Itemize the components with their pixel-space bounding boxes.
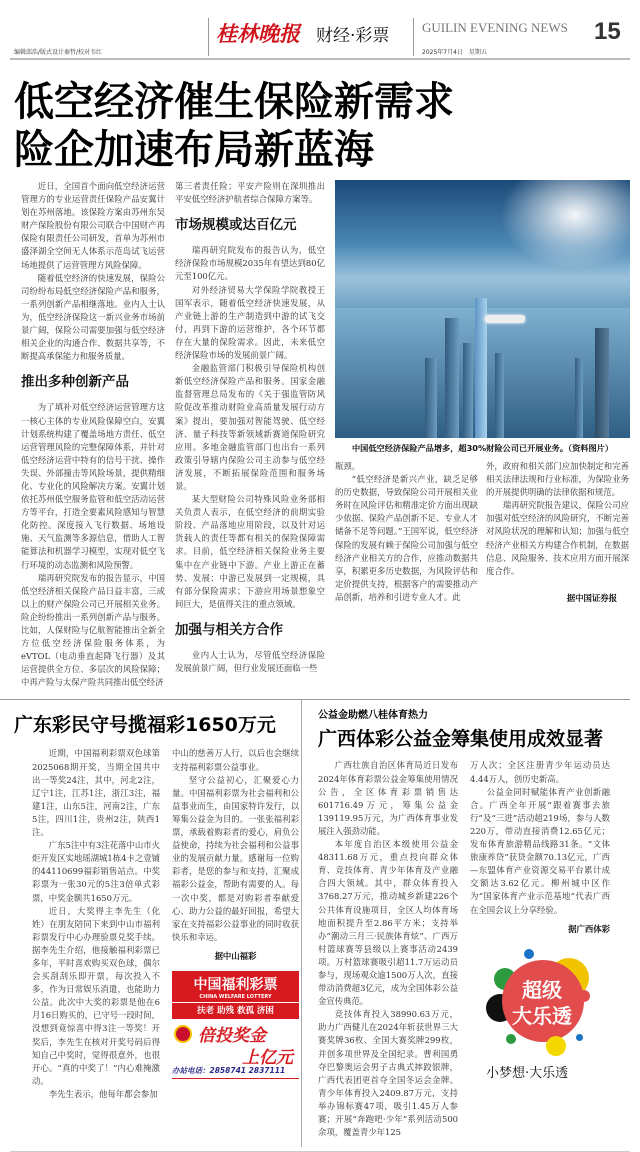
welfare-title: 广东彩民守号揽福彩1650万元 (14, 714, 276, 737)
subheading: 加强与相关方合作 (175, 621, 283, 638)
building (445, 318, 459, 438)
welfare-right-column (172, 747, 299, 1101)
sports-right-column (470, 759, 610, 1139)
paragraph: 业内人士认为，尽管低空经济保险发展前景广阔，但行业发展还面临一些 (175, 650, 325, 674)
welfare-article (0, 700, 302, 1147)
sports-title: 广西体彩公益金筹集使用成效显著 (318, 728, 604, 751)
photo-caption: 中国低空经济保险产品增多，超30%财险公司已开展业务。（资料图片） (351, 443, 614, 453)
ad-phone: 办站电话：2858741 2837111 (172, 1065, 299, 1079)
paragraph: 金融监管部门积极引导保险机构创新低空经济保险产品和服务。国家金融监督管理总局发布的《关于强监管防风险促改革推动财险业高质量发展行动方案》提出，要加强对智能驾驶、低空经济、量子科技等新领域新赛道保险研究应用。多地金融监管部门也出台一系列政策引导辖内保险公司主动参与低空经济发展，不断拓展保险范围和服务场景。 (175, 363, 325, 491)
lead-column-1 (21, 180, 165, 689)
paragraph: 某大型财险公司特殊风险业务部相关负责人表示，在低空经济的前期实验阶段、产品落地应用阶段，以及针对运货载人的责任等都有相关的保险保障需求。目前，低空经济相关保险业务主要集中在产业链中下游。产业上游正在蓄势、发展；中游已发展到一定规模，具有部分保险需求；下游应用场景想象空间巨大，是值得关注的重点领域。 (175, 494, 325, 609)
building (575, 358, 583, 438)
drone-icon (485, 315, 525, 323)
masthead (0, 0, 640, 58)
english-name: GUILIN EVENING NEWS (422, 20, 568, 35)
super-lotto-logo (484, 946, 604, 1058)
sports-column-1 (318, 759, 458, 1139)
paragraph: 外，政府和相关部门应加快制定和完善相关法律法规和行业标准，为保险业务的开展提供明确的法律依据和规范。 (486, 461, 629, 498)
paragraph: 为了填补对低空经济运营管理方这一核心主体的专业风险保障空白，安翼计划系统构建了覆盖场地方责任、低空运营管理风险的完整保障体系，并针对低空经济运营中特有的信号干扰、操作失误、外部撞击等风险场景，提供精细化、专业化的风险解决方案。安翼计划依托苏州低空服务监管和低空活动运营方等平台，打造全要素风险感知与智慧化防控。深度接入飞行数据、场地设施、天气监测等多源信息，借助人工智能算法和机器学习模型，实现对低空飞行环境的动态监测和风险预警。 (21, 402, 165, 570)
source-credit: 据中山福彩 (214, 950, 257, 961)
page-number: 15 (594, 18, 621, 45)
paragraph: 广西壮族自治区体育局近日发布2024年体育彩票公益金筹集使用情况公告，全区体育彩票销售达601716.49万元，筹集公益金139119.95万元，为广西体育事业发展注入强劲动能。 (318, 760, 458, 836)
paragraph: 近期，中国福利彩票双色球第2025068期开奖，当期全国共中出一等奖24注，其中，河北2注，辽宁1注，江苏1注，浙江3注，福建1注，山东5注，河南2注，广东5注，四川1注，贵州2注，陕西1注。 (32, 748, 160, 838)
lead-column-4 (486, 460, 629, 605)
source-credit: 据中国证券报 (566, 592, 617, 603)
ad-promo (172, 1019, 299, 1068)
paragraph: 公益金同时赋能体育产业创新融合。广西全年开展“跟着赛事去旅行”及“三进”活动超219场，参与人数220万，带动直接消费12.65亿元；发布体育旅游精品线路31条。“文体旅康养贷”获贷金额70.13亿元，广西—东盟体育产业资源交易平台累计成交额达3.62亿元。柳州城中区作为“国家体育产业示范基地”代表广西在全国会议上分享经验。 (470, 786, 610, 915)
ad-promo-line2: 上亿元 (242, 1047, 293, 1068)
headline-line1: 低空经济催生保险新需求 (14, 79, 454, 125)
ad-banner (172, 971, 299, 1002)
paragraph: 李先生表示，他每年都会参加 (48, 1088, 158, 1099)
lotto-tagline: 小梦想·大乐透 (486, 1065, 569, 1081)
paragraph: 近日，全国首个面向低空经济运营管理方的专业运营责任保险产品安翼计划在苏州落地。该保险方案由苏州东吴财产保险股份有限公司联合中国财产再保险有限责任公司研发，首单为苏州市盛泽湖全空间无人体系示范岛试飞运营场地提供了运营管理方风险保障。 (21, 181, 165, 270)
headline-block (0, 60, 640, 180)
divider (208, 18, 209, 56)
ad-slogan: 扶老 助残 救孤 济困 (172, 1002, 299, 1019)
paragraph: 瑞再研究院发布的报告显示，中国低空经济相关保险产品日益丰富，三成以上的财产保险公司已开展相关业务。险企纷纷推出一系列创新产品与服务。比如，人保财险与亿航智能推出全新全方位低空经济保险服务体系，为eVTOL（电动垂直起降飞行器）及其运营提供全方位、多层次的风险保障；中再产险与太保产险共同推出低空经济 (21, 572, 165, 688)
sunlight (500, 180, 630, 270)
sports-columns (318, 759, 620, 1139)
lotto-logo-line1: 超级 (522, 977, 562, 1002)
source-credit: 据广西体彩 (568, 923, 610, 934)
dot (524, 949, 534, 959)
welfare-column-2 (172, 747, 299, 963)
divider (413, 18, 414, 56)
paragraph: 瓶颈。 (335, 461, 361, 471)
ad-promo-line1: 倍投奖金 (198, 1025, 266, 1046)
welfare-lottery-ad (172, 971, 299, 1079)
paragraph: 第三者责任险；平安产险则在深圳推出平安低空经济护航者综合保障方案等。 (175, 181, 325, 205)
lotto-logo-line2: 大乐透 (512, 1003, 572, 1028)
building (463, 343, 473, 438)
editor-credit: 编辑邱浩/版式设计秦哲/校对韦红 (14, 49, 103, 56)
welfare-columns (14, 747, 301, 1101)
paragraph: 竞技体育投入38990.63万元，助力广西健儿在2024年斩获世界三大赛奖牌36枚、全国大赛奖牌299枚，并创多项世界及全国纪录。曹利国勇夺巴黎奥运会男子古典式摔跤银牌，广西代表团更首夺全国冬运会金牌。青少年体育投入2409.87万元，支持举办锦标赛47项，吸引1.45万人参赛；开展“奔跑吧·少年”系列活动500余项，覆盖青少年125 (318, 1009, 458, 1138)
paragraph: 瑞再研究院报告建议，保险公司应加强对低空经济的风险研究，不断完善对风险状况的理解和认知；加强与低空经济产业相关方构建合作机制，在数据信息、风险服务、技术应用方面开展深度合作。 (486, 500, 629, 576)
sports-column-2 (470, 759, 610, 935)
paragraph: 近日，大奖得主李先生（化姓）在朋友陪同下来到中山市福利彩票发行中心办理验票兑奖手续。据李先生介绍，他接触福利彩票已多年，平时喜欢购买双色球，偶尔会买刮刮乐即开票，每次投入不多，作为日常娱乐消遣，也能助力公益。此次中大奖的彩票是他在6月16日购买的，已守号一段时间，没想到竟惊喜中得3注一等奖！开奖后，李先生在核对开奖号码后得知自己中奖时，觉得很意外，也很开心。“真的中奖了！”内心难掩激动。 (32, 905, 160, 1086)
sports-article (302, 700, 620, 1147)
subheading: 市场规模或达百亿元 (175, 217, 297, 234)
paragraph: 万人次；全区注册青少年运动员达4.44万人，创历史新高。 (470, 760, 610, 784)
paragraph: 随着低空经济的快速发展，保险公司纷纷布局低空经济保险产品和服务，一系列创新产品相继落地。业内人士认为，低空经济保险这一新兴业务市场前景广阔，保险公司需要加强与低空经济相关企业的沟通合作、数据共享等，不断提高承保能力和服务质量。 (21, 272, 165, 362)
paragraph: 中山的慈善万人行，以后也会继续支持福利彩票公益事业。 (172, 748, 299, 772)
lead-article (0, 180, 640, 689)
city-drone-photo (335, 180, 630, 438)
issue-date: 2025年7月4日 星期五 (422, 49, 487, 56)
welfare-column-1 (32, 747, 160, 1101)
lead-subcolumns (335, 460, 630, 605)
lead-column-2 (175, 180, 325, 675)
ad-brand: 中国福利彩票 (193, 976, 278, 993)
sports-kicker: 公益金助燃八桂体育热力 (318, 710, 428, 722)
paragraph: “低空经济是新兴产业，缺乏足够的历史数据，导致保险公司开展相关业务时在风险评估和精准定价方面出现缺少依据、保险产品创新不足、专业人才储备不足等问题。”王国军说，低空经济保险的发展有赖于保险公司加强与低空经济产业相关方的合作，应推动数据共享，积累更多历史数据，为风险评估和定价提供支持，根据客户的需要推动产品创新，培养和引进专业人才。此 (335, 474, 478, 602)
lottery-badge-icon (174, 1025, 192, 1043)
dot (576, 1034, 583, 1041)
paragraph: 广东5注中有3注花落中山市火炬开发区实地瑶湖城1栋4卡之壹铺的44110699福彩销售站点。中奖彩票为一张30元的5注3倍单式彩票，中奖金额共1650万元。 (32, 840, 160, 903)
paragraph: 坚守公益初心，汇聚爱心力量。中国福利彩票为社会福利和公益事业而生，由国家特许发行，以筹集公益金为目的。一张张福利彩票，承载着购彩者的爱心，肩负公益使命，持续为社会福利和公益事业的发展贡献力量。感谢每一位购彩者，是您的参与和支持，汇聚成福彩公益金，帮助有需要的人。每一次中奖，都是对购彩者奉献爱心、助力公益的最好回报，希望大家在支持福彩公益事业的同时收获快乐和幸运。 (172, 774, 299, 942)
newspaper-logo: 桂林晚报 (216, 21, 300, 46)
dot (546, 1036, 566, 1056)
building (495, 353, 504, 438)
paragraph: 瑞再研究院发布的报告认为，低空经济保险市场规模2035年有望达到80亿元至100亿元。 (175, 245, 325, 282)
paragraph: 本年度自治区本级使用公益金48311.68万元，重点投向群众体育、竞技体育、青少年体育及产业融合四大领域。其中，群众体育投入3768.27万元，推动城乡新建226个公共体育设施项目，全区人均体育场地面积提升至2.86平方米；支持举办“潮动三月三·民族体育炫”、广西万村篮球赛等县级以上赛事活动2439项。万村篮球赛吸引超11.7万运动员参与，现场观众逾1500万人次，直接带动消费超3亿元，成为全国体彩公益金宣传典范。 (318, 839, 458, 1007)
headline-line2: 险企加速布局新蓝海 (14, 127, 374, 173)
building (425, 358, 437, 438)
ad-brand-en: CHINA WELFARE LOTTERY (199, 993, 272, 1000)
subheading: 推出多种创新产品 (21, 374, 129, 391)
lower-section (0, 699, 630, 1147)
building (595, 328, 609, 438)
lead-column-3 (335, 460, 478, 605)
paragraph: 对外经济贸易大学保险学院教授王国军表示，随着低空经济快速发展，从产业链上游的生产制造到中游的试飞交付，再到下游的运营维护，各个环节都存在大量的保险需求。因此，未来低空经济保险市场的发展前景广阔。 (175, 284, 325, 361)
lead-right-block (335, 180, 630, 605)
section-name: 财经·彩票 (316, 26, 390, 46)
dot (506, 1034, 516, 1044)
